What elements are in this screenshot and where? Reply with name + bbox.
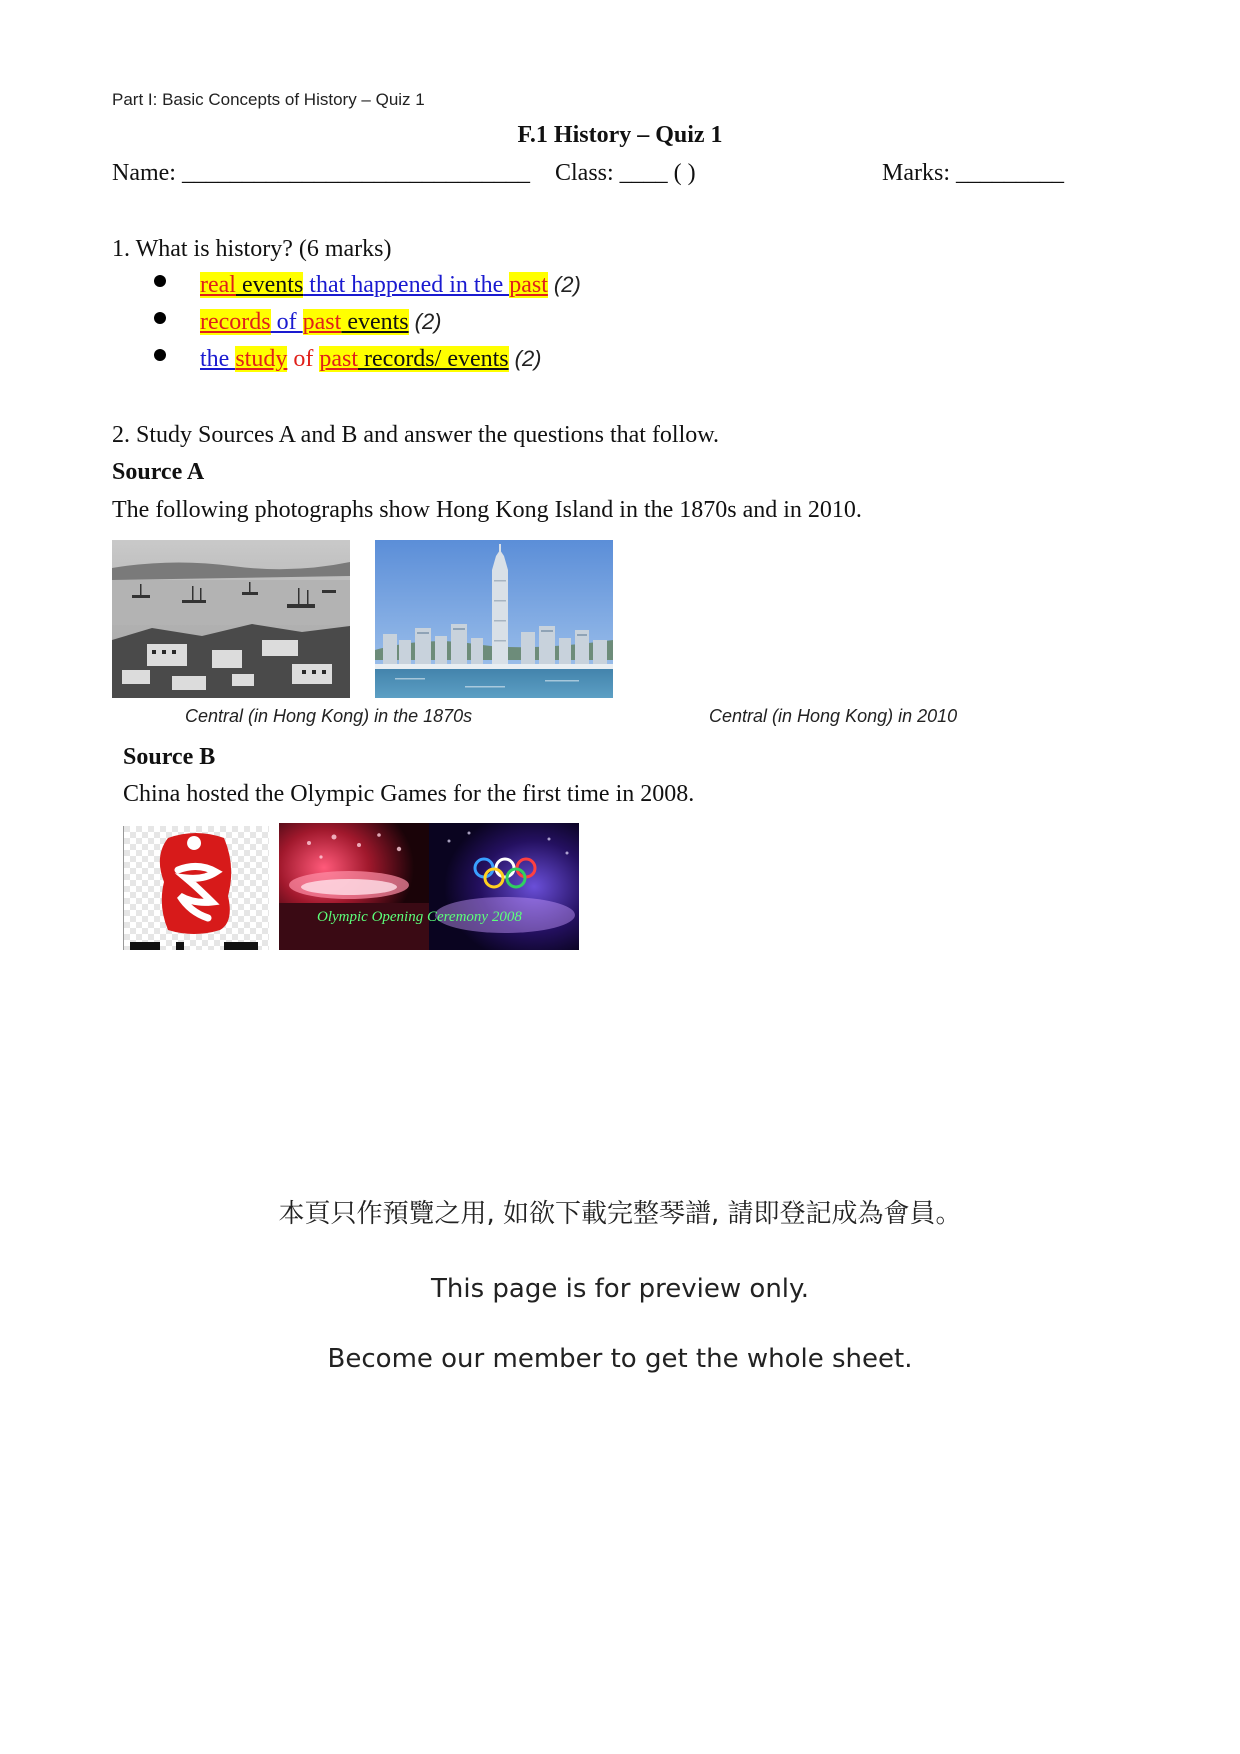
olympic-opening-ceremony-photo — [279, 823, 579, 950]
preview-notice-line1: This page is for preview only. — [431, 1274, 809, 1304]
hong-kong-2010-photo — [375, 540, 613, 698]
answer-marks: (2) — [514, 346, 542, 371]
class-field: Class: ____ ( ) — [555, 160, 696, 186]
source-a-caption-1870s: Central (in Hong Kong) in the 1870s — [185, 706, 473, 726]
source-b-description: China hosted the Olympic Games for the first time in 2008. — [123, 781, 695, 807]
preview-notice-chinese: 本頁只作預覽之用, 如欲下載完整琴譜, 請即登記成為會員。 — [278, 1199, 962, 1229]
answer-marks: (2) — [553, 272, 581, 297]
source-a-heading: Source A — [112, 459, 205, 485]
question-2-prompt: 2. Study Sources A and B and answer the questions that follow. — [112, 422, 720, 448]
answer-keyword: records — [200, 309, 271, 335]
answer-text: of — [270, 309, 303, 335]
answer-keyword: past — [509, 272, 548, 298]
hong-kong-1870s-photo — [112, 540, 350, 698]
bullet-icon — [154, 312, 166, 324]
answer-text: that happened in the — [303, 272, 510, 298]
answer-keyword: records/ events — [358, 346, 509, 372]
answer-keyword: study — [235, 346, 288, 372]
marks-field: Marks: _________ — [882, 160, 1064, 186]
answer-keyword: events — [341, 309, 409, 335]
answer-text: the — [200, 346, 236, 372]
answer-item — [154, 309, 442, 336]
answer-keyword: past — [319, 346, 359, 372]
bullet-icon — [154, 275, 166, 287]
answer-text: of — [287, 346, 320, 372]
source-b-heading: Source B — [123, 744, 216, 770]
answer-item — [154, 272, 581, 299]
answer-item — [154, 346, 542, 373]
question-1-prompt: 1. What is history? (6 marks) — [112, 236, 392, 262]
source-a-caption-2010: Central (in Hong Kong) in 2010 — [709, 706, 958, 726]
preview-notice-line2: Become our member to get the whole sheet. — [327, 1344, 913, 1374]
answer-marks: (2) — [414, 309, 442, 334]
beijing-2008-emblem — [123, 826, 269, 950]
source-a-description: The following photographs show Hong Kong Island in the 1870s and in 2010. — [112, 497, 862, 523]
name-field: Name: _____________________________ — [112, 160, 530, 186]
page-title: F.1 History – Quiz 1 — [517, 122, 723, 148]
ceremony-caption-text: Olympic Opening Ceremony 2008 — [317, 909, 522, 925]
bullet-icon — [154, 349, 166, 361]
answer-keyword: past — [302, 309, 342, 335]
answer-keyword: events — [235, 272, 304, 298]
part-label: Part I: Basic Concepts of History – Quiz 1 — [112, 90, 425, 109]
answer-keyword: real — [200, 272, 236, 298]
